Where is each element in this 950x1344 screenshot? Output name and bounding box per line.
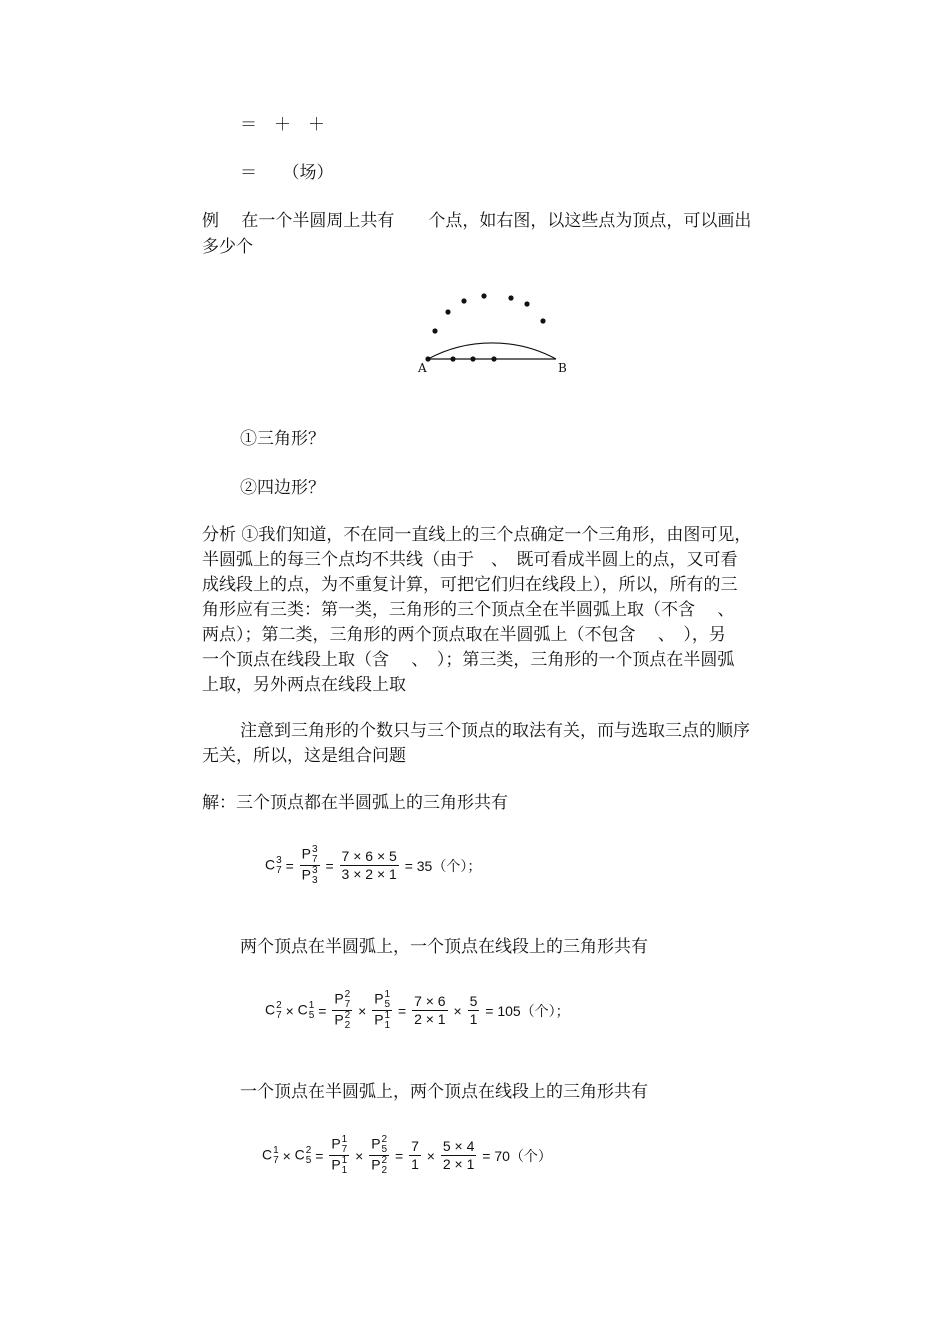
analysis-line-7: 上取，另外两点在线段上取 — [202, 675, 406, 695]
formula-3: C 1 7 × C 2 5 = P 1 7 P 1 1 × P 2 5 P 2 2 = $\frac{7}{1}$ × $\frac{5 \times 4}{2 \times 1}$ = 70（个） — [262, 1134, 552, 1176]
label-a: A — [418, 361, 427, 375]
equation-line-2: ＝ （场） — [240, 163, 334, 183]
solution-line-2: 两个顶点在半圆弧上，一个顶点在线段上的三角形共有 — [240, 937, 648, 957]
analysis-line-3: 成线段上的点，为不重复计算，可把它们归在线段上），所以，所有的三 — [202, 575, 738, 595]
example-text-line-2: 多少个 — [202, 237, 253, 257]
arc-point — [508, 295, 513, 300]
formula-2: C 2 7 × C 1 5 = P 2 7 P 2 2 × P 1 5 P 1 1 = $\frac{7 \times 6}{2 \times 1}$ × $\frac{5}{1}$ = 105（个）； — [265, 989, 570, 1031]
segment-point — [491, 356, 496, 361]
label-b: B — [558, 361, 567, 375]
solution-line-3: 一个顶点在半圆弧上，两个顶点在线段上的三角形共有 — [240, 1082, 648, 1102]
equation-line-1: ＝ ＋ ＋ — [240, 115, 325, 135]
arc-point — [481, 293, 486, 298]
segment-point — [450, 356, 455, 361]
question-1: ①三角形？ — [240, 429, 325, 449]
analysis-line-1: 分析 ①我们知道，不在同一直线上的三个点确定一个三角形，由图可见， — [202, 525, 752, 545]
note-line-2: 无关，所以，这是组合问题 — [202, 746, 406, 766]
solution-line-1: 解：三个顶点都在半圆弧上的三角形共有 — [202, 793, 508, 813]
question-2: ②四边形？ — [240, 478, 325, 498]
analysis-line-4: 角形应有三类：第一类，三角形的三个顶点全在半圆弧上取（不含 、 — [202, 600, 735, 620]
formula-1: C 3 7 = P 3 7 P 3 3 = $\frac{7 \times 6 \times 5}{3 \times 2 \times 1}$ = 35（个）； — [265, 844, 482, 886]
analysis-line-6: 一个顶点在线段上取（含 、 ）；第三类，三角形的一个顶点在半圆弧 — [202, 650, 735, 670]
note-line-1: 注意到三角形的个数只与三个顶点的取法有关，而与选取三点的顺序 — [240, 721, 750, 741]
arc-point — [461, 298, 466, 303]
arc-point — [524, 301, 529, 306]
analysis-line-5: 两点）；第二类，三角形的两个顶点取在半圆弧上（不包含 、 ），另 — [202, 625, 726, 645]
arc-point — [445, 309, 450, 314]
example-text-line-1: 例 在一个半圆周上共有 个点，如右图，以这些点为顶点，可以画出 — [202, 211, 752, 231]
arc-point — [432, 328, 437, 333]
segment-point — [470, 356, 475, 361]
arc-point — [540, 318, 545, 323]
analysis-line-2: 半圆弧上的每三个点均不共线（由于 、 既可看成半圆上的点，又可看 — [202, 550, 738, 570]
